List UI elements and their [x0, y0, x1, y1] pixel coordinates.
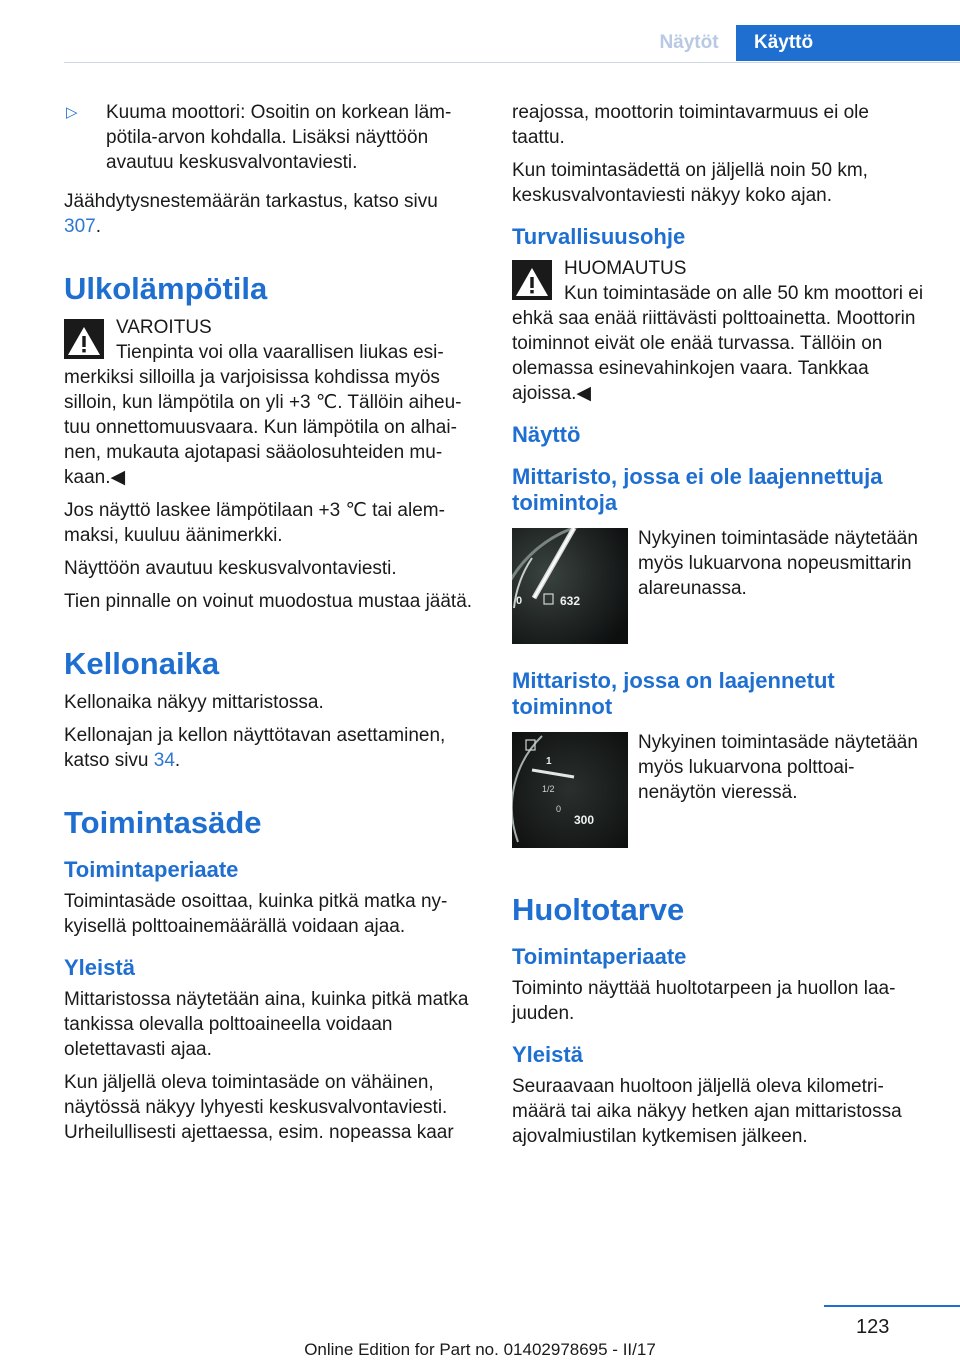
paragraph-clock: Kellonaika näkyy mittaristossa. — [64, 692, 324, 713]
tab-naytot[interactable]: Näytöt — [659, 32, 719, 53]
subheading-principle: Toimintaperiaate — [64, 857, 239, 882]
warning-triangle-icon — [66, 325, 102, 357]
paragraph-clock-settings — [64, 723, 478, 773]
paragraph-general-1: Mittaristossa näytetään aina, kuinka pitkä matka tankissa olevalla polttoaineella voidaan oletettavasti ajaa. — [64, 989, 469, 1060]
warning-text: Tienpinta voi olla vaarallisen liukas esimerkiksi silloilla ja varjoisissa kohdissa myös silloin, kun lämpötila on yli +3 ℃. Tällöin aiheutuu onnettomuusvaara. Kun lämpötila on alhainen, mukauta ajotapasi sääolosuhteiden mukaan.◀ — [64, 342, 462, 488]
bullet-item — [64, 100, 478, 175]
subheading-cluster-extended: Mittaristo, jossa on laajennetut toiminnot — [512, 668, 835, 719]
warning-icon — [64, 319, 104, 359]
paragraph-beep: Jos näyttö laskee lämpötilaan +3 ℃ tai alemmaksi, kuuluu äänimerkki. — [64, 500, 445, 546]
left-column — [64, 100, 478, 1153]
speedometer-image — [512, 528, 628, 644]
paragraph-continued: reajossa, moottorin toimintavarmuus ei ole taattu. — [512, 102, 869, 148]
subheading-service-principle: Toimintaperiaate — [512, 944, 687, 969]
paragraph-message: Näyttöön avautuu keskusvalvontaviesti. — [64, 558, 397, 579]
figure-cluster-basic — [512, 528, 926, 644]
notice-block — [512, 256, 926, 406]
footer-rule — [824, 1305, 960, 1307]
figure-caption-basic: Nykyinen toimintasäde näytetään myös lukuarvona nopeusmittarin alareunassa. — [638, 528, 918, 599]
coolant-reference-end: . — [95, 216, 101, 237]
paragraph-general-2: Kun jäljellä oleva toimintasäde on vähäinen, näytössä näkyy lyhyesti keskusvalvontaviesti. Urheilullisesti ajettaessa, esim. nopeassa kaar — [64, 1072, 454, 1143]
heading-outdoor-temperature: Ulkolämpötila — [64, 271, 268, 306]
gauge-full-label: 1 — [546, 756, 552, 767]
warning-block — [64, 315, 478, 490]
tab-kaytto[interactable]: Käyttö — [736, 25, 960, 61]
header-rule — [64, 62, 960, 63]
heading-clock: Kellonaika — [64, 646, 220, 681]
paragraph-50km: Kun toimintasädettä on jäljellä noin 50 km, keskusvalvontaviesti näkyy koko ajan. — [512, 160, 868, 206]
range-value-label: 632 — [560, 594, 581, 608]
warning-label: VAROITUS — [116, 317, 212, 338]
subheading-general: Yleistä — [64, 955, 135, 980]
range-value-label: 300 — [574, 813, 595, 827]
gauge-empty-label: 0 — [556, 804, 562, 814]
right-column — [512, 100, 926, 1157]
edition-footer: Online Edition for Part no. 01402978695 - II/17 — [304, 1340, 656, 1359]
coolant-reference-text: Jäähdytysnestemäärän tarkastus, katso sivu — [64, 191, 438, 212]
subheading-cluster-basic: Mittaristo, jossa ei ole laajennettuja toimintoja — [512, 464, 883, 515]
page-number: 123 — [856, 1316, 890, 1338]
coolant-reference — [64, 189, 478, 239]
clock-settings-text: Kellonajan ja kellon näyttötavan asettaminen, katso sivu — [64, 725, 446, 771]
heading-range: Toimintasäde — [64, 805, 262, 840]
paragraph-principle: Toimintasäde osoittaa, kuinka pitkä matka nykyisellä polttoainemäärällä voidaan ajaa. — [64, 891, 448, 937]
notice-label: HUOMAUTUS — [564, 258, 687, 279]
subheading-display: Näyttö — [512, 422, 581, 447]
figure-caption-extended: Nykyinen toimintasäde näytetään myös lukuarvona polttoainenäytön vieressä. — [638, 732, 918, 803]
bullet-text: Kuuma moottori: Osoitin on korkean lämpötila-arvon kohdalla. Lisäksi näyttöön avautuu keskusvalvontaviesti. — [106, 102, 452, 173]
notice-icon — [512, 260, 552, 300]
paragraph-black-ice: Tien pinnalle on voinut muodostua mustaa jäätä. — [64, 591, 473, 612]
gauge-zero-label: 0 — [516, 595, 523, 607]
heading-service: Huoltotarve — [512, 892, 685, 927]
paragraph-service-principle: Toiminto näyttää huoltotarpeen ja huollon laajuuden. — [512, 978, 896, 1024]
fuel-gauge-image — [512, 732, 628, 848]
figure-cluster-extended — [512, 732, 926, 848]
gauge-half-label: 1/2 — [542, 784, 555, 794]
page-link-307[interactable]: 307 — [64, 216, 96, 237]
chapter-tabs — [642, 25, 960, 61]
clock-settings-end: . — [174, 750, 181, 771]
subheading-safety: Turvallisuusohje — [512, 224, 686, 249]
bullet-triangle-icon: ▷ — [66, 104, 78, 121]
page-link-34[interactable]: 34 — [153, 750, 175, 771]
notice-text: Kun toimintasäde on alle 50 km moottori ei ehkä saa enää riittävästi polttoainetta. Moottorin toiminnot eivät ole enää turvassa. Tällöin on olemassa esinevahinkojen vaara. Tankkaa ajoissa.◀ — [512, 283, 924, 404]
subheading-service-general: Yleistä — [512, 1042, 583, 1067]
paragraph-service-general: Seuraavaan huoltoon jäljellä oleva kilometrimäärä tai aika näkyy hetken ajan mittaristossa ajovalmiustilan kytkemisen jälkeen. — [512, 1076, 902, 1147]
warning-triangle-icon — [514, 266, 550, 298]
